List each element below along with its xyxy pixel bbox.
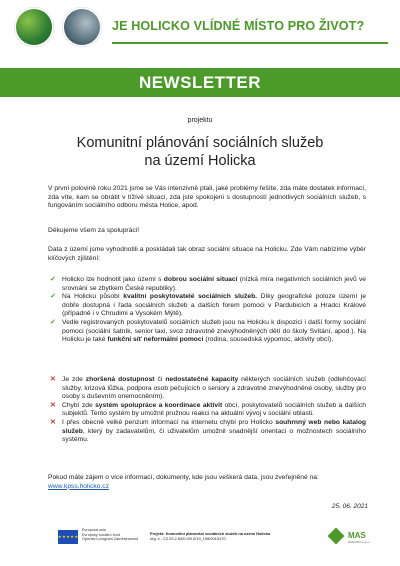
eu-funding-text: Evropská unie Evropský sociální fond Operační program Zaměstnanost <box>82 528 138 542</box>
negative-findings-list <box>50 376 367 445</box>
list-item: ✕ I přes obecně velké penzum informací na internetu chybí pro Holicko souhrnný web nebo katalog služeb, který by zadavatelům, či uživatelům umožnil snadnější orientaci o možnostech sociálního systému. <box>50 418 366 444</box>
findings-intro-paragraph: Data z území jsme vyhodnotili a poskládali tak obraz sociální situace na Holicku. Zde Vám nabízíme výběr klíčových zjištění: <box>48 246 366 262</box>
list-item: ✓ Na Holicku působí kvalitní poskytovatelé sociálních služeb. Díky geografické poloze území je dobře dostupná i řada sociálních služeb a dalších forem pomoci v Pardubicích a Hradci Králové (případně i v Chrudimi a Vysokém Mýtě). <box>50 293 366 318</box>
check-icon: ✓ <box>50 276 56 283</box>
document-title <box>0 134 400 170</box>
header <box>0 0 400 58</box>
check-icon: ✓ <box>50 293 56 301</box>
list-item: ✕ Je zde zhoršená dostupnost či nedostatečné kapacity některých sociálních služeb (odlehčovací služby, krizová lůžka, podpora osob pečujících o seniory a zdravotně znevýhodněné osoby, služby pro osoby s duševním onemocněním). <box>50 376 367 401</box>
cross-icon: ✕ <box>50 418 56 426</box>
title-line-1: Komunitní plánování sociálních služeb <box>76 135 324 151</box>
cross-icon: ✕ <box>50 401 56 409</box>
header-divider <box>112 42 388 44</box>
website-link[interactable]: www.kpss.holicko.cz <box>48 482 109 490</box>
title-line-2: na území Holicka <box>144 153 256 169</box>
list-item: ✕ Chybí zde systém spolupráce a koordinace aktivit obcí, poskytovatelů sociálních služeb a dalších subjektů. Tento systém by umožnil pružnou reakci na aktuální vývoj v sociální oblasti. <box>50 401 366 418</box>
positive-findings-list <box>50 276 367 345</box>
more-info-paragraph: Pokud máte zájem o více informací, dokumenty, kde jsou veškerá data, jsou zveřejněné na: www.kpss.holicko.cz <box>48 474 319 490</box>
banner-title: NEWSLETTER <box>138 73 262 92</box>
list-item: ✓ Holicko lze hodnotit jako území s dobrou sociální situací (nízká míra negativních sociálních jevů ve srovnání se zbytkem České republiky). <box>50 276 367 292</box>
people-photo-logo-right <box>62 7 102 47</box>
cross-icon: ✕ <box>50 376 56 383</box>
people-photo-logo-left <box>14 7 54 47</box>
thanks-paragraph: Děkujeme všem za spolupráci! <box>48 227 140 234</box>
list-item: ✓ Vedle registrovaných poskytovatelů sociálních služeb jsou na Holicku k dispozici i další formy sociální pomoci (sociální šatník, senior taxi, svoz zdravotně znevýhodněných dětí do školy Svítání, apod.). Na Holicku je také funkční síť neformální pomoci (rodina, sousedská výpomoc, aktivity obcí). <box>50 318 366 344</box>
check-icon: ✓ <box>50 318 56 326</box>
publish-date: 25. 06. 2021 <box>331 503 368 510</box>
newsletter-banner <box>0 68 400 97</box>
mas-holicko-logo: MAS HOLICKO o.p.s. <box>330 528 378 546</box>
header-slogan: JE HOLICKO VLÍDNÉ MÍSTO PRO ŽIVOT? <box>112 19 365 33</box>
eu-flag-icon: ★★★★★ <box>58 530 78 544</box>
project-info: Projekt: Komunitní plánování sociálních služeb na území Holicka reg. č.: CZ.03.2.63/0.0/0.0/19_106/0015170 <box>150 531 270 541</box>
intro-paragraph: V první polovině roku 2021 jsme se Vás intenzivně ptali, jaké problémy řešíte, zda máte dostatek informací, zda víte, kam se obrátit v tížívé situaci, zda jste spokojeni s dostupností jednotlivých sociálních služeb, s fungováním sociálního odboru města Holice, apod. <box>48 185 366 210</box>
subtitle: projektu <box>187 117 213 124</box>
